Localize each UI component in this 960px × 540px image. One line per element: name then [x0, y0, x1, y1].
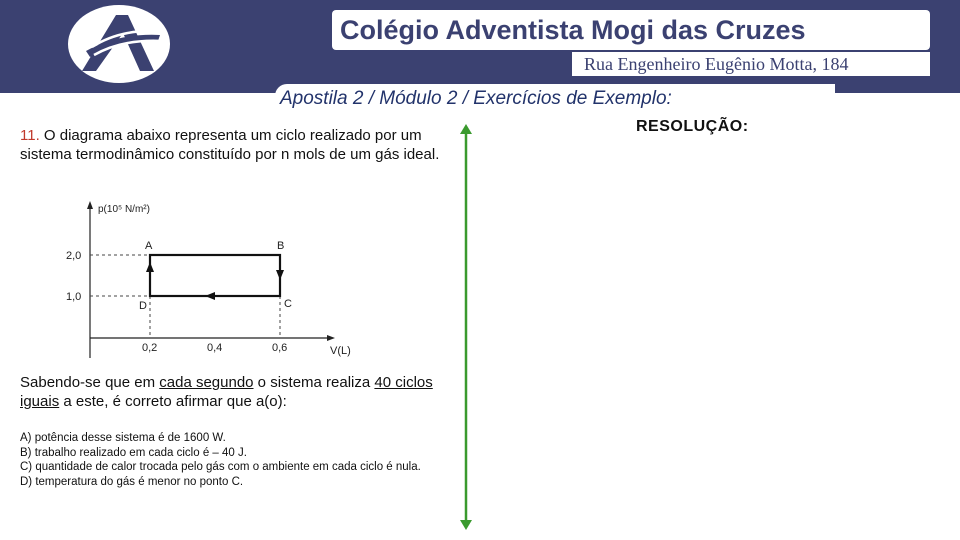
adventist-logo-icon	[68, 5, 170, 83]
header	[0, 0, 960, 95]
point-label-a: A	[145, 240, 153, 252]
pv-diagram	[55, 198, 375, 363]
answer-options	[20, 431, 446, 489]
option-c: C) quantidade de calor trocada pelo gás com o ambiente em cada ciclo é nula.	[20, 461, 421, 473]
option-a: A) potência desse sistema é de 1600 W.	[20, 432, 226, 444]
y-tick-label: 1,0	[66, 291, 82, 303]
arrow-down-icon	[276, 270, 284, 280]
point-label-b: B	[277, 240, 285, 252]
question-number: 11.	[20, 127, 40, 144]
x-tick-label: 0,4	[207, 342, 223, 354]
followup-emphasis: cada segundo	[159, 374, 254, 391]
y-tick-label: 2,0	[66, 250, 82, 262]
logo-area	[0, 0, 215, 93]
x-axis-label: V(L)	[330, 345, 351, 357]
x-tick-label: 0,2	[142, 342, 158, 354]
x-axis-arrow-icon	[327, 335, 335, 341]
option-d: D) temperatura do gás é menor no ponto C.	[20, 475, 244, 488]
question-statement	[20, 126, 452, 164]
y-axis-label: p(10⁵ N/m²)	[98, 204, 150, 215]
followup-text: a este, é correto afirmar que a(o):	[59, 393, 287, 410]
point-label-d: D	[139, 300, 147, 312]
followup-text: o sistema realiza	[253, 374, 375, 391]
column-divider	[459, 124, 473, 530]
x-tick-label: 0,6	[272, 342, 288, 354]
option-b: B) trabalho realizado em cada ciclo é – 40 J.	[20, 446, 247, 459]
arrow-up-icon	[146, 262, 154, 272]
question-text: O diagrama abaixo representa um ciclo realizado por um sistema termodinâmico constituído por n mols de um gás ideal.	[20, 127, 440, 163]
school-name: Colégio Adventista Mogi das Cruzes	[340, 15, 806, 45]
school-address: Rua Engenheiro Eugênio Motta, 184	[584, 54, 849, 74]
divider-arrow-up-icon	[460, 124, 472, 134]
point-label-c: C	[284, 298, 292, 310]
divider-arrow-down-icon	[460, 520, 472, 530]
page-title: Apostila 2 / Módulo 2 / Exercícios de Exemplo:	[280, 88, 672, 109]
question-followup	[20, 373, 452, 411]
arrow-left-icon	[205, 292, 215, 300]
followup-emphasis: 40 ciclos iguais	[20, 374, 433, 410]
y-axis-arrow-icon	[87, 201, 93, 209]
resolution-heading: RESOLUÇÃO:	[636, 118, 749, 135]
followup-text: Sabendo-se que em	[20, 374, 160, 391]
cycle-path	[150, 255, 280, 296]
